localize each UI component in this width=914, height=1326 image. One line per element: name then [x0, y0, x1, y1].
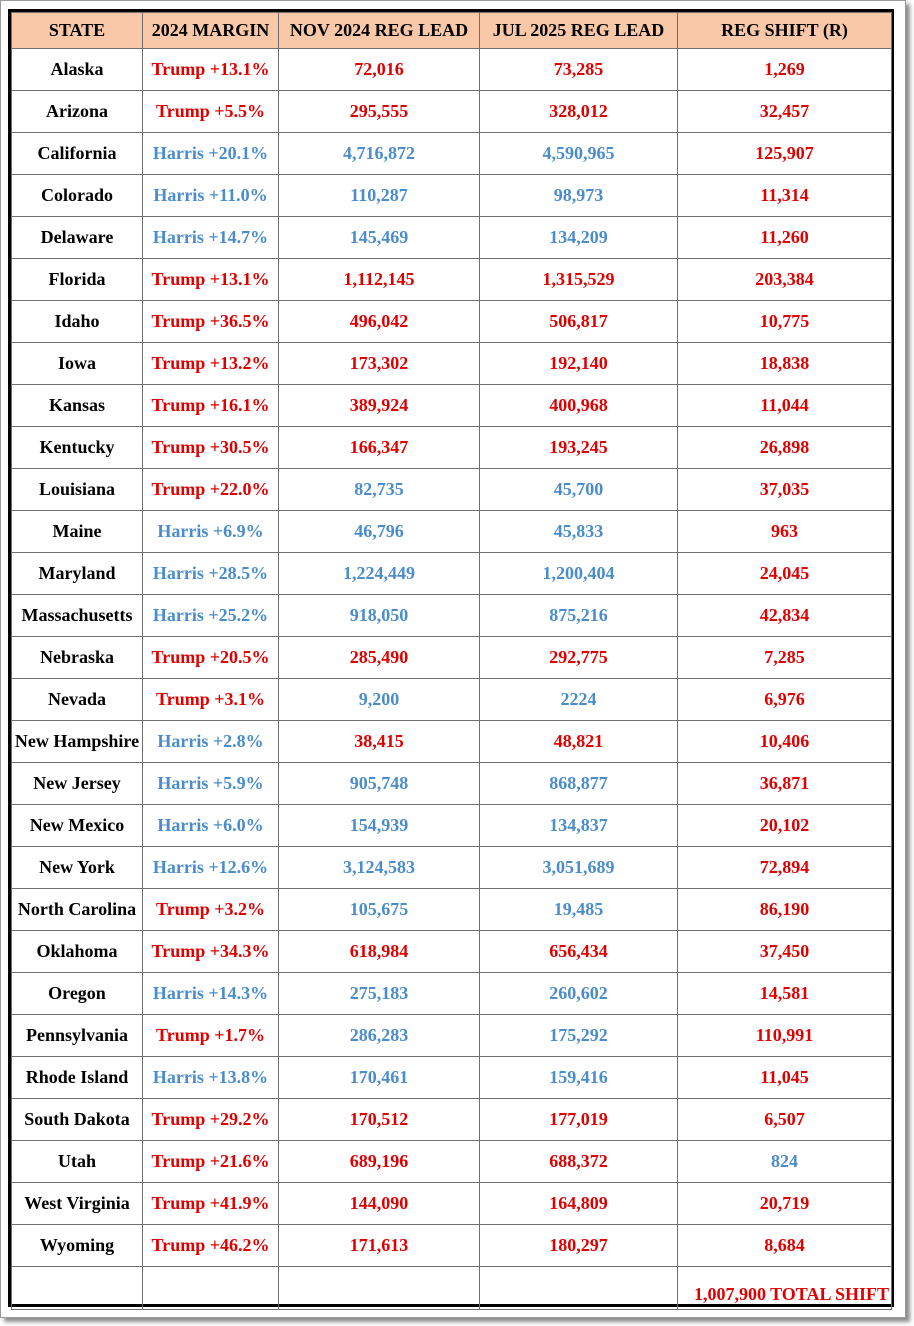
margin-cell: Harris +6.0%: [143, 805, 279, 847]
jul-reg-lead-cell: 1,315,529: [480, 259, 678, 301]
reg-shift-cell: 10,775: [678, 301, 892, 343]
nov-reg-lead-cell: 171,613: [279, 1225, 480, 1267]
table-row: [12, 469, 892, 511]
jul-reg-lead-cell: 292,775: [480, 637, 678, 679]
nov-reg-lead-cell: 72,016: [279, 49, 480, 91]
state-cell: Iowa: [12, 343, 143, 385]
margin-cell: Harris +25.2%: [143, 595, 279, 637]
jul-reg-lead-cell: 159,416: [480, 1057, 678, 1099]
total-empty-cell: [279, 1267, 480, 1310]
reg-shift-cell: 24,045: [678, 553, 892, 595]
nov-reg-lead-cell: 9,200: [279, 679, 480, 721]
table-row: [12, 1057, 892, 1099]
jul-reg-lead-cell: 1,200,404: [480, 553, 678, 595]
nov-reg-lead-cell: 170,461: [279, 1057, 480, 1099]
state-cell: Colorado: [12, 175, 143, 217]
jul-reg-lead-cell: 134,209: [480, 217, 678, 259]
table-row: [12, 889, 892, 931]
state-cell: Kentucky: [12, 427, 143, 469]
nov-reg-lead-cell: 46,796: [279, 511, 480, 553]
jul-reg-lead-cell: 98,973: [480, 175, 678, 217]
margin-cell: Trump +1.7%: [143, 1015, 279, 1057]
jul-reg-lead-cell: 260,602: [480, 973, 678, 1015]
table-row: [12, 175, 892, 217]
nov-reg-lead-cell: 275,183: [279, 973, 480, 1015]
table-row: [12, 595, 892, 637]
margin-cell: Harris +5.9%: [143, 763, 279, 805]
reg-shift-cell: 18,838: [678, 343, 892, 385]
header-jul-reg-lead: JUL 2025 REG LEAD: [480, 13, 678, 49]
state-cell: Pennsylvania: [12, 1015, 143, 1057]
margin-cell: Harris +14.3%: [143, 973, 279, 1015]
table-row: [12, 1141, 892, 1183]
jul-reg-lead-cell: 4,590,965: [480, 133, 678, 175]
table-row: [12, 721, 892, 763]
state-cell: Rhode Island: [12, 1057, 143, 1099]
margin-cell: Harris +2.8%: [143, 721, 279, 763]
reg-shift-cell: 1,269: [678, 49, 892, 91]
reg-shift-cell: 11,314: [678, 175, 892, 217]
nov-reg-lead-cell: 166,347: [279, 427, 480, 469]
state-cell: Utah: [12, 1141, 143, 1183]
margin-cell: Trump +46.2%: [143, 1225, 279, 1267]
jul-reg-lead-cell: 3,051,689: [480, 847, 678, 889]
table-row: [12, 805, 892, 847]
margin-cell: Harris +28.5%: [143, 553, 279, 595]
header-margin: 2024 MARGIN: [143, 13, 279, 49]
reg-shift-cell: 26,898: [678, 427, 892, 469]
jul-reg-lead-cell: 73,285: [480, 49, 678, 91]
jul-reg-lead-cell: 868,877: [480, 763, 678, 805]
margin-cell: Trump +41.9%: [143, 1183, 279, 1225]
state-cell: Kansas: [12, 385, 143, 427]
jul-reg-lead-cell: 193,245: [480, 427, 678, 469]
reg-shift-cell: 10,406: [678, 721, 892, 763]
margin-cell: Trump +20.5%: [143, 637, 279, 679]
table-row: [12, 679, 892, 721]
reg-shift-cell: 11,260: [678, 217, 892, 259]
state-cell: Oregon: [12, 973, 143, 1015]
state-cell: Maine: [12, 511, 143, 553]
table-row: [12, 1225, 892, 1267]
margin-cell: Harris +14.7%: [143, 217, 279, 259]
state-cell: Idaho: [12, 301, 143, 343]
state-cell: North Carolina: [12, 889, 143, 931]
state-cell: Oklahoma: [12, 931, 143, 973]
nov-reg-lead-cell: 496,042: [279, 301, 480, 343]
total-empty-cell: [12, 1267, 143, 1310]
state-cell: West Virginia: [12, 1183, 143, 1225]
margin-cell: Trump +13.1%: [143, 49, 279, 91]
margin-cell: Trump +13.1%: [143, 259, 279, 301]
nov-reg-lead-cell: 286,283: [279, 1015, 480, 1057]
nov-reg-lead-cell: 4,716,872: [279, 133, 480, 175]
reg-shift-cell: 6,976: [678, 679, 892, 721]
reg-shift-cell: 7,285: [678, 637, 892, 679]
margin-cell: Harris +13.8%: [143, 1057, 279, 1099]
state-cell: New York: [12, 847, 143, 889]
margin-cell: Trump +22.0%: [143, 469, 279, 511]
margin-cell: Trump +34.3%: [143, 931, 279, 973]
state-cell: Delaware: [12, 217, 143, 259]
nov-reg-lead-cell: 389,924: [279, 385, 480, 427]
total-shift: 1,007,900 TOTAL SHIFT: [678, 1267, 892, 1310]
nov-reg-lead-cell: 154,939: [279, 805, 480, 847]
header-state: STATE: [12, 13, 143, 49]
table-border: [8, 9, 894, 1307]
table-row: [12, 217, 892, 259]
reg-shift-cell: 963: [678, 511, 892, 553]
table-row: [12, 511, 892, 553]
reg-shift-cell: 86,190: [678, 889, 892, 931]
total-row: [12, 1267, 892, 1310]
state-cell: Florida: [12, 259, 143, 301]
table-row: [12, 847, 892, 889]
state-cell: New Mexico: [12, 805, 143, 847]
state-cell: Alaska: [12, 49, 143, 91]
jul-reg-lead-cell: 48,821: [480, 721, 678, 763]
state-cell: Arizona: [12, 91, 143, 133]
margin-cell: Trump +13.2%: [143, 343, 279, 385]
state-cell: Nevada: [12, 679, 143, 721]
state-cell: California: [12, 133, 143, 175]
table-footer: [12, 1267, 892, 1310]
reg-shift-cell: 824: [678, 1141, 892, 1183]
jul-reg-lead-cell: 2224: [480, 679, 678, 721]
nov-reg-lead-cell: 82,735: [279, 469, 480, 511]
jul-reg-lead-cell: 656,434: [480, 931, 678, 973]
jul-reg-lead-cell: 164,809: [480, 1183, 678, 1225]
table-row: [12, 553, 892, 595]
margin-cell: Trump +16.1%: [143, 385, 279, 427]
total-empty-cell: [480, 1267, 678, 1310]
nov-reg-lead-cell: 3,124,583: [279, 847, 480, 889]
total-empty-cell: [143, 1267, 279, 1310]
table-row: [12, 763, 892, 805]
table-row: [12, 973, 892, 1015]
margin-cell: Harris +11.0%: [143, 175, 279, 217]
nov-reg-lead-cell: 905,748: [279, 763, 480, 805]
table-row: [12, 343, 892, 385]
reg-shift-cell: 72,894: [678, 847, 892, 889]
jul-reg-lead-cell: 328,012: [480, 91, 678, 133]
state-cell: Maryland: [12, 553, 143, 595]
table-row: [12, 133, 892, 175]
state-cell: New Jersey: [12, 763, 143, 805]
table-row: [12, 301, 892, 343]
jul-reg-lead-cell: 45,833: [480, 511, 678, 553]
margin-cell: Harris +6.9%: [143, 511, 279, 553]
jul-reg-lead-cell: 175,292: [480, 1015, 678, 1057]
reg-shift-cell: 11,045: [678, 1057, 892, 1099]
margin-cell: Trump +3.2%: [143, 889, 279, 931]
reg-shift-cell: 125,907: [678, 133, 892, 175]
margin-cell: Trump +36.5%: [143, 301, 279, 343]
state-cell: Louisiana: [12, 469, 143, 511]
table-row: [12, 49, 892, 91]
nov-reg-lead-cell: 110,287: [279, 175, 480, 217]
state-cell: New Hampshire: [12, 721, 143, 763]
table-row: [12, 931, 892, 973]
margin-cell: Trump +3.1%: [143, 679, 279, 721]
table-row: [12, 427, 892, 469]
table-header: [12, 13, 892, 49]
jul-reg-lead-cell: 180,297: [480, 1225, 678, 1267]
reg-shift-cell: 203,384: [678, 259, 892, 301]
margin-cell: Trump +21.6%: [143, 1141, 279, 1183]
table-row: [12, 1099, 892, 1141]
table-row: [12, 385, 892, 427]
nov-reg-lead-cell: 1,112,145: [279, 259, 480, 301]
reg-shift-cell: 8,684: [678, 1225, 892, 1267]
reg-shift-cell: 32,457: [678, 91, 892, 133]
state-cell: South Dakota: [12, 1099, 143, 1141]
nov-reg-lead-cell: 144,090: [279, 1183, 480, 1225]
nov-reg-lead-cell: 918,050: [279, 595, 480, 637]
state-cell: Massachusetts: [12, 595, 143, 637]
nov-reg-lead-cell: 689,196: [279, 1141, 480, 1183]
reg-shift-cell: 36,871: [678, 763, 892, 805]
nov-reg-lead-cell: 618,984: [279, 931, 480, 973]
nov-reg-lead-cell: 173,302: [279, 343, 480, 385]
reg-shift-cell: 6,507: [678, 1099, 892, 1141]
nov-reg-lead-cell: 1,224,449: [279, 553, 480, 595]
table-row: [12, 1015, 892, 1057]
nov-reg-lead-cell: 145,469: [279, 217, 480, 259]
nov-reg-lead-cell: 295,555: [279, 91, 480, 133]
margin-cell: Trump +29.2%: [143, 1099, 279, 1141]
jul-reg-lead-cell: 875,216: [480, 595, 678, 637]
nov-reg-lead-cell: 38,415: [279, 721, 480, 763]
table-row: [12, 637, 892, 679]
registration-table: [11, 12, 892, 1310]
nov-reg-lead-cell: 105,675: [279, 889, 480, 931]
jul-reg-lead-cell: 177,019: [480, 1099, 678, 1141]
reg-shift-cell: 11,044: [678, 385, 892, 427]
jul-reg-lead-cell: 19,485: [480, 889, 678, 931]
reg-shift-cell: 14,581: [678, 973, 892, 1015]
reg-shift-cell: 110,991: [678, 1015, 892, 1057]
jul-reg-lead-cell: 134,837: [480, 805, 678, 847]
nov-reg-lead-cell: 170,512: [279, 1099, 480, 1141]
table-row: [12, 1183, 892, 1225]
jul-reg-lead-cell: 400,968: [480, 385, 678, 427]
jul-reg-lead-cell: 192,140: [480, 343, 678, 385]
margin-cell: Trump +5.5%: [143, 91, 279, 133]
nov-reg-lead-cell: 285,490: [279, 637, 480, 679]
jul-reg-lead-cell: 506,817: [480, 301, 678, 343]
table-row: [12, 259, 892, 301]
state-cell: Nebraska: [12, 637, 143, 679]
reg-shift-cell: 37,035: [678, 469, 892, 511]
jul-reg-lead-cell: 45,700: [480, 469, 678, 511]
margin-cell: Harris +12.6%: [143, 847, 279, 889]
margin-cell: Trump +30.5%: [143, 427, 279, 469]
table-body: [12, 49, 892, 1267]
reg-shift-cell: 37,450: [678, 931, 892, 973]
header-reg-shift: REG SHIFT (R): [678, 13, 892, 49]
header-row: [12, 13, 892, 49]
reg-shift-cell: 42,834: [678, 595, 892, 637]
reg-shift-cell: 20,102: [678, 805, 892, 847]
table-row: [12, 91, 892, 133]
reg-shift-cell: 20,719: [678, 1183, 892, 1225]
margin-cell: Harris +20.1%: [143, 133, 279, 175]
state-cell: Wyoming: [12, 1225, 143, 1267]
jul-reg-lead-cell: 688,372: [480, 1141, 678, 1183]
header-nov-reg-lead: NOV 2024 REG LEAD: [279, 13, 480, 49]
